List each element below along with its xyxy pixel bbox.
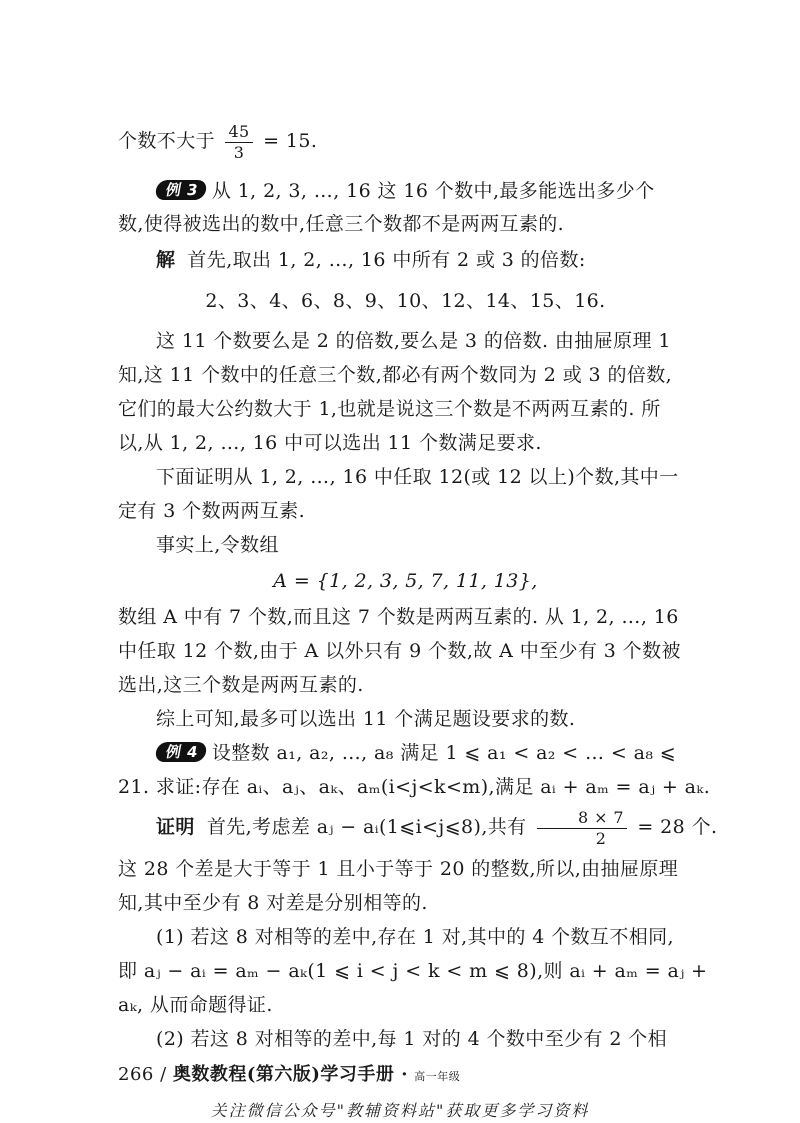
book-title: 奥数教程(第六版)学习手册 · xyxy=(172,1064,408,1085)
paragraph-line: 知,这 11 个数中的任意三个数,都必有两个数同为 2 或 3 的倍数, xyxy=(118,364,673,386)
text: 从 1, 2, 3, …, 16 这 16 个数中,最多能选出多少个 xyxy=(211,180,655,202)
paragraph-line: (2) 若这 8 对相等的差中,每 1 对的 4 个数中至少有 2 个相 xyxy=(156,1028,668,1050)
multiples-list: 2、3、4、6、8、9、10、12、14、15、16. xyxy=(205,290,606,312)
example-3-line-2: 数,使得被选出的数中,任意三个数都不是两两互素的. xyxy=(118,213,565,235)
text: 设整数 a₁, a₂, …, a₈ 满足 1 ⩽ a₁ < a₂ < … < a₈ ⩽ xyxy=(211,742,677,764)
example-badge: 例 3 xyxy=(154,180,207,200)
page-footer xyxy=(118,1060,460,1086)
line-continuation xyxy=(118,122,693,161)
paragraph-line: 它们的最大公约数大于 1,也就是说这三个数是不两两互素的. 所 xyxy=(118,398,661,420)
fraction xyxy=(225,121,252,162)
solution-label: 解 xyxy=(156,249,176,271)
fraction-numerator: 45 xyxy=(225,124,252,143)
example-4-line-1 xyxy=(118,734,693,772)
paragraph-line: 选出,这三个数是两两互素的. xyxy=(118,674,364,696)
paragraph-line: 数组 A 中有 7 个数,而且这 7 个数是两两互素的. 从 1, 2, …, 16 xyxy=(118,606,679,628)
paragraph-line: 综上可知,最多可以选出 11 个满足题设要求的数. xyxy=(156,708,576,730)
promo-banner: 关注微信公众号"教辅资料站"获取更多学习资料 xyxy=(210,1101,590,1120)
text: 首先,取出 1, 2, …, 16 中所有 2 或 3 的倍数: xyxy=(187,249,586,271)
text: = 15. xyxy=(263,130,318,152)
solution-line-1 xyxy=(118,241,693,279)
paragraph-line: (1) 若这 8 对相等的差中,存在 1 对,其中的 4 个数互不相同, xyxy=(156,926,674,948)
example-4-line-2: 21. 求证:存在 aᵢ、aⱼ、aₖ、aₘ(i<j<k<m),满足 aᵢ + aₘ = aⱼ + aₖ. xyxy=(118,776,711,798)
paragraph-line: 下面证明从 1, 2, …, 16 中任取 12(或 12 以上)个数,其中一 xyxy=(156,466,679,488)
proof-label: 证明 xyxy=(156,816,195,838)
grade-label: 高一年级 xyxy=(414,1070,461,1083)
text: = 28 个. xyxy=(637,816,718,838)
paragraph-line: 事实上,令数组 xyxy=(156,534,279,556)
example-badge: 例 4 xyxy=(154,742,207,762)
fraction-denominator: 2 xyxy=(595,828,607,848)
proof-line-1 xyxy=(118,807,718,848)
set-definition: A = {1, 2, 3, 5, 7, 11, 13}, xyxy=(273,570,538,592)
fraction-numerator: 8 × 7 xyxy=(537,810,627,829)
paragraph-line: 知,其中至少有 8 对差是分别相等的. xyxy=(118,892,428,914)
page-number: 266 / xyxy=(118,1064,167,1085)
paragraph-line: aₖ, 从而命题得证. xyxy=(118,994,273,1016)
fraction-denominator: 3 xyxy=(233,142,245,162)
fraction xyxy=(537,807,627,848)
paragraph-line: 以,从 1, 2, …, 16 中可以选出 11 个数满足要求. xyxy=(118,432,542,454)
text: 个数不大于 xyxy=(118,130,216,152)
paragraph-line: 中任取 12 个数,由于 A 以外只有 9 个数,故 A 中至少有 3 个数被 xyxy=(118,640,681,662)
paragraph-line: 这 11 个数要么是 2 的倍数,要么是 3 的倍数. 由抽屉原理 1 xyxy=(156,330,671,352)
paragraph-line: 定有 3 个数两两互素. xyxy=(118,500,306,522)
paragraph-line: 这 28 个差是大于等于 1 且小于等于 20 的整数,所以,由抽屉原理 xyxy=(118,858,679,880)
paragraph-line: 即 aⱼ − aᵢ = aₘ − aₖ(1 ⩽ i < j < k < m ⩽ 8),则 aᵢ + aₘ = aⱼ + xyxy=(118,960,708,982)
text: 首先,考虑差 aⱼ − aᵢ(1⩽i<j⩽8),共有 xyxy=(206,816,527,838)
